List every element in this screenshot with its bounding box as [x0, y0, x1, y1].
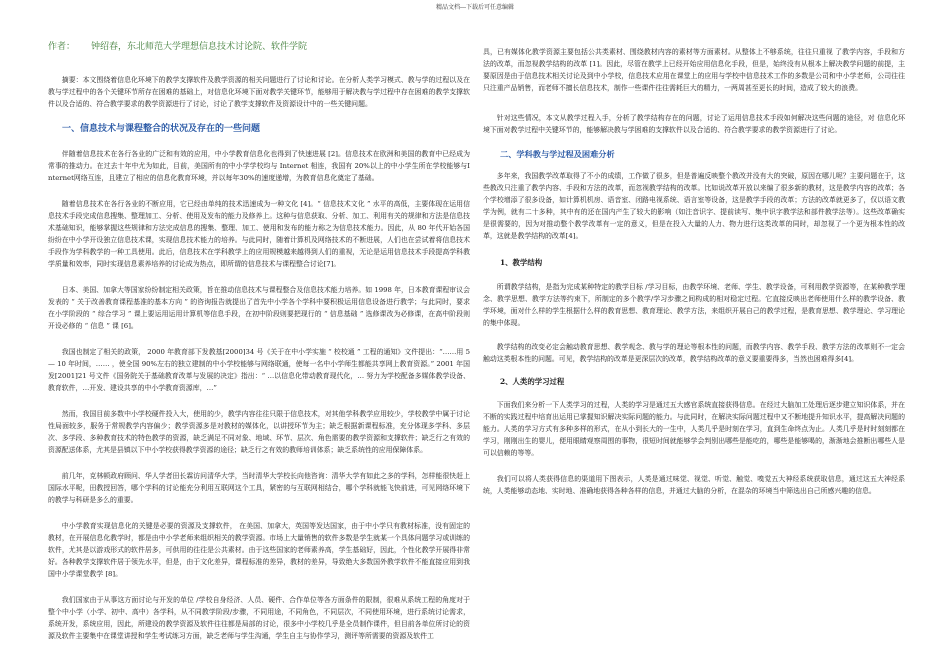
- section-2-heading: 二、学科教与学过程及困难分析: [500, 149, 615, 159]
- paragraph: 下面我们来分析一下人类学习的过程，人类的学习是通过五大感官系统直接获得信息。在经过大脑加工处理后逐步建立知识体系，并在不断的实践过程中培育出运用已掌握知识解决实际问题的能力。与此同时，在解决实际问题过程中又不断地提升知识水平，提高解决问题的能力。人类的学习方式有多种多样的形式，在从小到长大的一生中，人类几乎是时刻在学习，直到生命终点为止。人类几乎是时时刻刻都在学习，刚刚出生的婴儿，便用眼睛观察周围的事物，很短时间就能够学会判别出哪些是能吃的，哪些是能够喝的，渐渐地会推断出哪些人是可以信赖的等等。: [483, 401, 905, 457]
- subsection-1-heading: 1、教学结构: [500, 258, 543, 267]
- abstract-label: 摘要：: [61, 76, 83, 84]
- abstract: [48, 74, 470, 110]
- paragraph: 日本、美国、加拿大等国家纷纷制定相关政策，旨在推动信息技术与课程整合及信息技术能力培养。如 1998 年，日本教育课程审议会发表的 “ 关于改善教育课程基准的基本方向 ” 的咨询报告就提出了首先中小学各个学科中要积极运用信息设备进行教学；与此同时，要求在小学阶段的 “ 综合学习 ” 课上要运用运用计算机等信息手段，在初中阶段则要把现行的 “ 信息基础 ” 选修课改为必修课，在高中阶段则开设必修的 “ 信息 ” 课 [6]。: [48, 286, 470, 330]
- paragraph: 然而，我国目前多数中小学校硬件投入大，使用的少，教学内容往往只限于信息技术，对其他学科教学应用较少，学校教学中属于讨论性局面较多，服务于常规教学内容偏少；教学资源多是对教材的媒体化，以讲授环节为主；缺乏根据新课程标准，充分体现多学科、多层次、多学段、多种教育技术的特色教学的资源，缺乏满足不同对象、地域、环节、层次、角色需要的教学资源和支撑软件；缺乏行之有效的资源配送体系，尤其是县镇以下中小学校获得教学资源的途径；缺乏行之有效的教师培训体系；缺乏系统性的应用保障体系。: [48, 410, 470, 454]
- section-1-heading: 一、信息技术与课程整合的状况及存在的一些问题: [62, 124, 261, 134]
- subsection-2-heading: 2、人类的学习过程: [500, 377, 565, 386]
- paragraph: 针对这些情况，本文从教学过程入手，分析了教学结构存在的问题，讨论了运用信息技术手段如何解决这些问题的途径，对 信息化环境下面对教学过程中关键环节的，能够解决教与学困难的支撑软件以及合适的、符合教学要求的教学资源进行了讨论。: [483, 114, 905, 134]
- paragraph: 我们可以将人类获得信息的渠道用下图表示，人类是通过味觉、视觉、听觉、触觉、嗅觉五大神经系统获取信息，通过这五大神经系统，人类能够动态地、实时地、准确地获得各种各样的信息，并通过大脑的分析，在混杂的环境当中筛选出自己所感兴趣的信息。: [483, 475, 905, 495]
- paragraph: 教学结构的改变必定会触动教育思想、教学观念、教与学的理论等根本性的问题，而教学内容、教学手段、教学方法的改革则不一定会触动这类根本性的问题。可见，教学结构的改革是更深层次的改革，教学结构改革的意义要重要得多，当然也困难得多[4]。: [483, 343, 905, 363]
- paragraph: 我国也制定了相关的政策， 2000 年教育部下发教基[2000]34 号《关于在中小学实施 “ 校校通 ” 工程的通知》文件提出：“……用 5 — 10 年时间，…… ，使全国 90%左右的独立建制的中小学校能够与网络联通，使每一名中小学师生都能共享网上教育资源。” 2001 年国发[2001]21 号文件《国务院关于基础教育改革与发展的决定》指出：“ …以信息化带动教育现代化，… 努力为学校配备多媒体教学设备、教育软件，…开发、建设共享的中小学教育资源库，…”: [48, 348, 470, 392]
- paragraph: 所谓教学结构，是指为完成某种特定的教学目标 /学习目标，由教学环境、老师、学生、教学设备，可利用教学资源等，在某种教学理念、教学思想、教学方法等约束下，所制定的多个教学/学习步骤之间构成的相对稳定过程。它直接反映出老师使用什么样的教学设备、教学环境，面对什么样的学生根据什么样的教育思想、教育理论、教学方法，来组织开展自己的教学过程，是教育思想、教学理论、学习理论的集中体现。: [483, 283, 905, 327]
- author-line: [48, 40, 470, 54]
- author-name: 钟绍春，东北师范大学理想信息技术讨论院、软件学院: [91, 42, 308, 52]
- author-label: 作者：: [48, 42, 76, 52]
- paragraph: 中小学教育实现信息化的关键是必要的资源及支撑软件， 在美国、加拿大，英国等发达国家，由于中小学只有教材标准，没有固定的教材，在开展信息化教学时，都是由中小学老师来组织相关的教学资源。市场上大量销售的软件多数是学生就某一个具体问题学习或训练的软件，尤其是以游戏形式的软件居多，可供用的往往是公共素材。由于这些国家的老师素养高，学生基础好，因此，个性化教学开展得非常好。各种教学支撑软件居于领先水平，但是，由于文化差异，课程标准的差异，教材的差异，导致绝大多数国外教学软件不能直接应用到我国中小学课堂教学 [8]。: [48, 522, 470, 578]
- paragraph: 多年来，我国教学改革取得了不小的成绩，工作做了很多，但是普遍反映整个教改并没有大的突破，原因在哪儿呢？主要问题在于，这些教改只注重了教学内容、手段和方法的改革，而忽视教学结构的改革。比如说改革开放以来编了很多新的教材，这是教学内容的改革；各个学校增添了很多设备，如计算机机房、语音室、闭路电视系统、语言室等设备，这是教学手段的改革；方法的改革就更多了，仅以语文教学为例，就有二十多种，其中有的还在国内产生了较大的影响（如注音识字、提前读写、集中识字教学法和部件教学法等）。这些改革确实是很需要的，因为对推动整个教学改革有一定的意义，但是在投入大量的人力、物力进行这类改革的同时，却忽视了一个更为根本性的改革，这就是教学结构的改革[4]。: [483, 172, 905, 240]
- paragraph: 我们国家由于从事这方面讨论与开发的单位 /学校自身经济、人员、硬件、合作单位等各方面条件的限制，很难从系统工程的角度对于整个中小学（小学、初中、高中）各学科，从不同教学阶段/步骤，不同用途，不同角色，不同层次，不同使用环境，进行系统讨论需求，系统开发，系统应用，因此，所建设的教学资源及软件往往都是局部的讨论，很多中小学校几乎是全员制作课件，但目前各单位所讨论的资源及软件主要集中在课堂讲授和学生考试练习方面，缺乏老师与学生沟通，学生自主与协作学习，测评等所需要的资源及软件工: [48, 596, 470, 640]
- paragraph: 随着信息技术在各行各业的不断应用，它已经由单纯的技术迅速成为一种文化 [4]。“ 信息技术文化 ” 水平的高低，主要体现在运用信息技术手段完成信息搜集、整理加工、分析、使用及发布的能力及修养上。这种与信息获取、分析、加工、利用有关的规律和方法是信息技术基础知识，能够掌握这些规律和方法完成信息的搜集、整理、加工、使用和发布的能力称之为信息技术能力。因此，从 80 年代开始各国纷纷在中小学开设独立信息技术课，实现信息技术能力的培养。与此同时，随着计算机及网络技术的不断进展，人们也在尝试着将信息技术手段作为学科教学的一种工具使用。此后，信息技术在学科教学上的应用规模越来越得到人们的重视，无论是运用信息技术手段提高学科教学质量和效率，同时实现信息素养培养的讨论成为热点，即所谓的信息技术与课程整合讨论[7]。: [48, 200, 470, 268]
- paragraph: 前几年，克林顿政府顾问、华人学者田长霖访问清华大学，当时清华大学校长向他咨询：清华大学有如此之多的学科，怎样能很快赶上国际水平呢，田教授回答，哪个学科的讨论能充分利用互联网这个工具，紧密的与互联网相结合，哪个学科就能飞快前进，可见网络环境下的教学与科研是多么的重要。: [48, 472, 470, 504]
- header-note: 精品文档---下载后可任意编辑: [435, 4, 515, 11]
- paragraph: 伴随着信息技术在各行各业的广泛和有效的应用，中小学教育信息化也得到了快速进展 [2]。信息技术在欧洲和美国的教育中已经成为常事的推动力。在过去十年中尤为如此，目前，美国所有的中小学学校均与 Internet 相连，我国有 20%以上的中小学生所在学校能够与Internet网络互连，且建立了相应的信息化教育环境，并以每年30%的速度递增，为教育信息化奠定了基础。: [48, 150, 470, 182]
- abstract-text: 本文围绕着信息化环境下的教学支撑软件及教学资源的相关问题进行了讨论和讨论。在分析人类学习模式、教与学的过程以及在教与学过程中的各个关键环节所存在困难的基础上，对信息化环境下面对教学关键环节，能够用于解决教与学过程中存在困难的教学支撑软件以及合适的、符合教学要求的教学资源进行了讨论，讨论了教学支撑软件及资源设计中的一些关键问题。: [48, 76, 471, 108]
- right-column: [483, 46, 905, 497]
- left-column: [48, 40, 470, 642]
- paragraph-continuation: 具，已有媒体化教学资源主要包括公共类素材、围绕教材内容的素材等方面素材。从整体上不够系统，往往只重视 了教学内容，手段和方法的改革，而忽视教学结构的改革 [1]。因此，尽管在教学上已经开始应用信息化手段，但是，始终没有从根本上解决教学问题的前提，主要原因是由于信息技术相关讨论及到中小学校，信息技术应用在课堂上的应用与学校中信息技术工作的多数是公司和中小学老师，公司往往只注重产品销售，而老师不擅长信息技术，制作一些课件往往需耗巨大的精力，一两周甚至更长的时间，造成了较大的浪费。: [483, 48, 905, 92]
